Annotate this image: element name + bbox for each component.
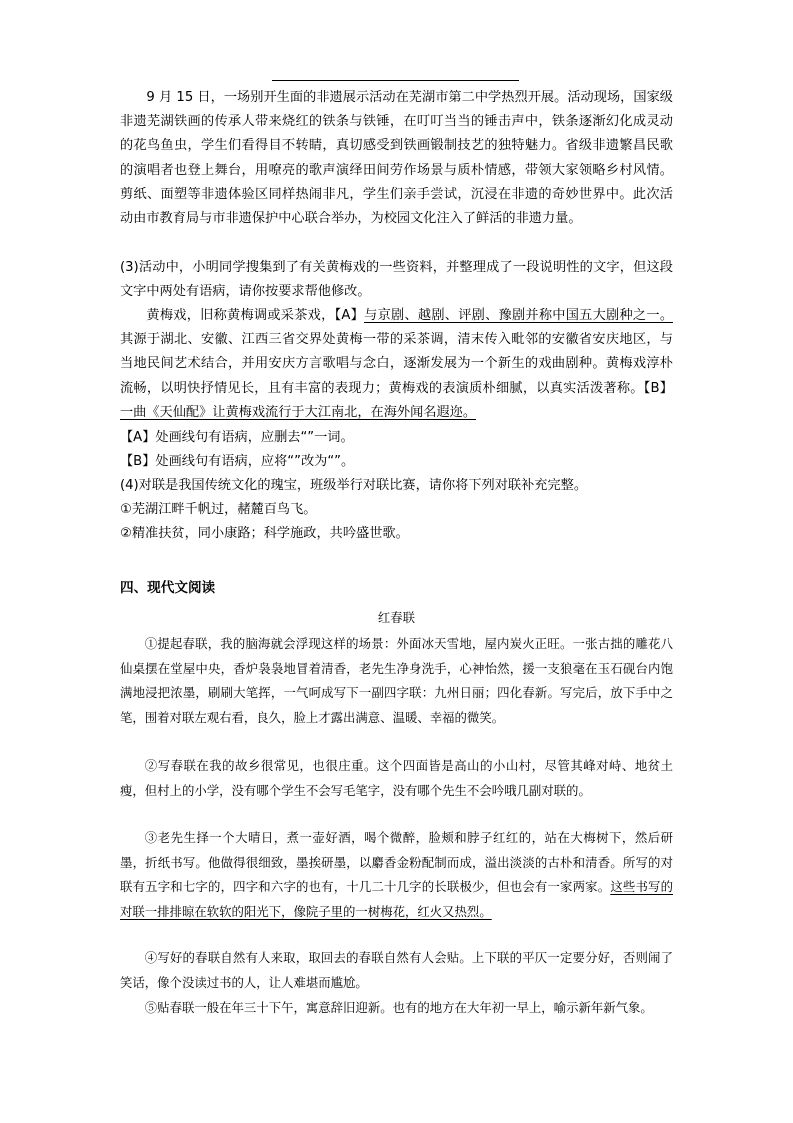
fix-instruction-a: 【A】处画线句有语病，应删去“”一词。 bbox=[120, 430, 354, 445]
news-paragraph: 9 月 15 日，一场别开生面的非遗展示活动在芜湖市第二中学热烈开展。活动现场，国家级非遗芜湖铁画的传承人带来烧红的铁条与铁锤，在叮叮当当的锤击声中，铁条逐渐幻化成灵动的花鸟鱼虫，学生们看得目不转睛，真切感受到铁画锻制技艺的独特魅力。省级非遗繁昌民歌的演唱者也登上舞台，用嘹亮的歌声演绎田间劳作场景与质朴情感，带领大家领略乡村风情。剪纸、面塑等非遗体验区同样热闹非凡，学生们亲手尝试，沉浸在非遗的奇妙世界中。此次活动由市教育局与市非遗保护中心联合举办，为校园文化注入了鲜活的非遗力量。 bbox=[120, 90, 673, 227]
underlined-sentence-c: 这些书写的对联一排排晾在软软的阳光下，像院子里的一树梅花，红火又热烈。 bbox=[120, 879, 674, 919]
couplet-2: ②精准扶贫，同小康路；科学施政，共吟盛世歌。 bbox=[120, 526, 409, 541]
huangmei-intro: 黄梅戏，旧称黄梅调或采茶戏， bbox=[146, 308, 335, 323]
underlined-sentence-a: 与京剧、越剧、评剧、豫剧并称中国五大剧种之一。 bbox=[364, 308, 674, 323]
huangmei-paragraph bbox=[120, 304, 673, 425]
article-paragraph-4: ④写好的春联自然有人来取，取回去的春联自然有人会贴。上下联的平仄一定要分好，否则闹了笑话，像个没读过书的人，让人难堪而尴尬。 bbox=[120, 950, 673, 990]
article-paragraph-2: ②写春联在我的故乡很常见，也很庄重。这个四面皆是高山的小山村，尽管其峰对峙、地贫土瘦，但村上的小学，没有哪个学生不会写毛笔字，没有哪个先生不会吟哦几副对联的。 bbox=[120, 758, 673, 798]
underlined-sentence-b: 一曲《天仙配》让黄梅戏流行于大江南北，在海外闻名遐迩。 bbox=[120, 404, 477, 420]
article-paragraph-5: ⑤贴春联一般在年三十下午，寓意辞旧迎新。也有的地方在大年初一早上，喻示新年新气象。 bbox=[144, 1000, 653, 1015]
article-paragraph-3 bbox=[120, 826, 673, 924]
top-divider bbox=[272, 80, 519, 81]
question-3: (3)活动中，小明同学搜集到了有关黄梅戏的一些资料，并整理成了一段说明性的文字，但这段文字中两处有语病，请你按要求帮他修改。 bbox=[120, 260, 673, 300]
section-heading: 四、现代文阅读 bbox=[120, 580, 216, 596]
fix-instruction-b: 【B】处画线句有语病，应将“”改为“”。 bbox=[120, 454, 355, 469]
article-paragraph-3-text: ③老先生择一个大晴日，煮一壶好酒，喝个微醉，脸颊和脖子红红的，站在大梅树下，然后研墨，折纸书写。他做得很细致，墨挨研墨，以麝香金粉配制而成，溢出淡淡的古朴和清香。所写的对联有五字和七字的，四字和六字的也有，十几二十几字的长联极少，但也会有一家两家。 bbox=[120, 830, 673, 895]
question-4: (4)对联是我国传统文化的瑰宝，班级举行对联比赛，请你将下列对联补充完整。 bbox=[120, 478, 588, 493]
article-title: 红春联 bbox=[377, 610, 416, 625]
huangmei-body: 其源于湖北、安徽、江西三省交界处黄梅一带的采茶调，清末传入毗邻的安徽省安庆地区，与当地民间艺术结合，并用安庆方言歌唱与念白，逐渐发展为一个新生的戏曲剧种。黄梅戏淳朴流畅，以明快抒情见长，且有丰富的表现力；黄梅戏的表演质朴细腻，以真实活泼著称。 bbox=[120, 332, 673, 396]
couplet-1: ①芜湖江畔千帆过，赭麓百鸟飞。 bbox=[120, 502, 317, 517]
article-paragraph-1: ①提起春联，我的脑海就会浮现这样的场景：外面冰天雪地，屋内炭火正旺。一张古拙的雕花八仙桌摆在堂屋中央，香炉袅袅地冒着清香，老先生净身洗手，心神怡然，援一支狼毫在玉石砚台内饱满地浸把浓墨，刷刷大笔挥，一气呵成写下一副四字联：九州日丽；四化春新。写完后，放下手中之笔，围着对联左观右看，良久，脸上才露出满意、温暖、幸福的微笑。 bbox=[120, 636, 673, 725]
marker-b: 【B】 bbox=[643, 380, 673, 396]
marker-a: 【A】 bbox=[334, 308, 365, 323]
